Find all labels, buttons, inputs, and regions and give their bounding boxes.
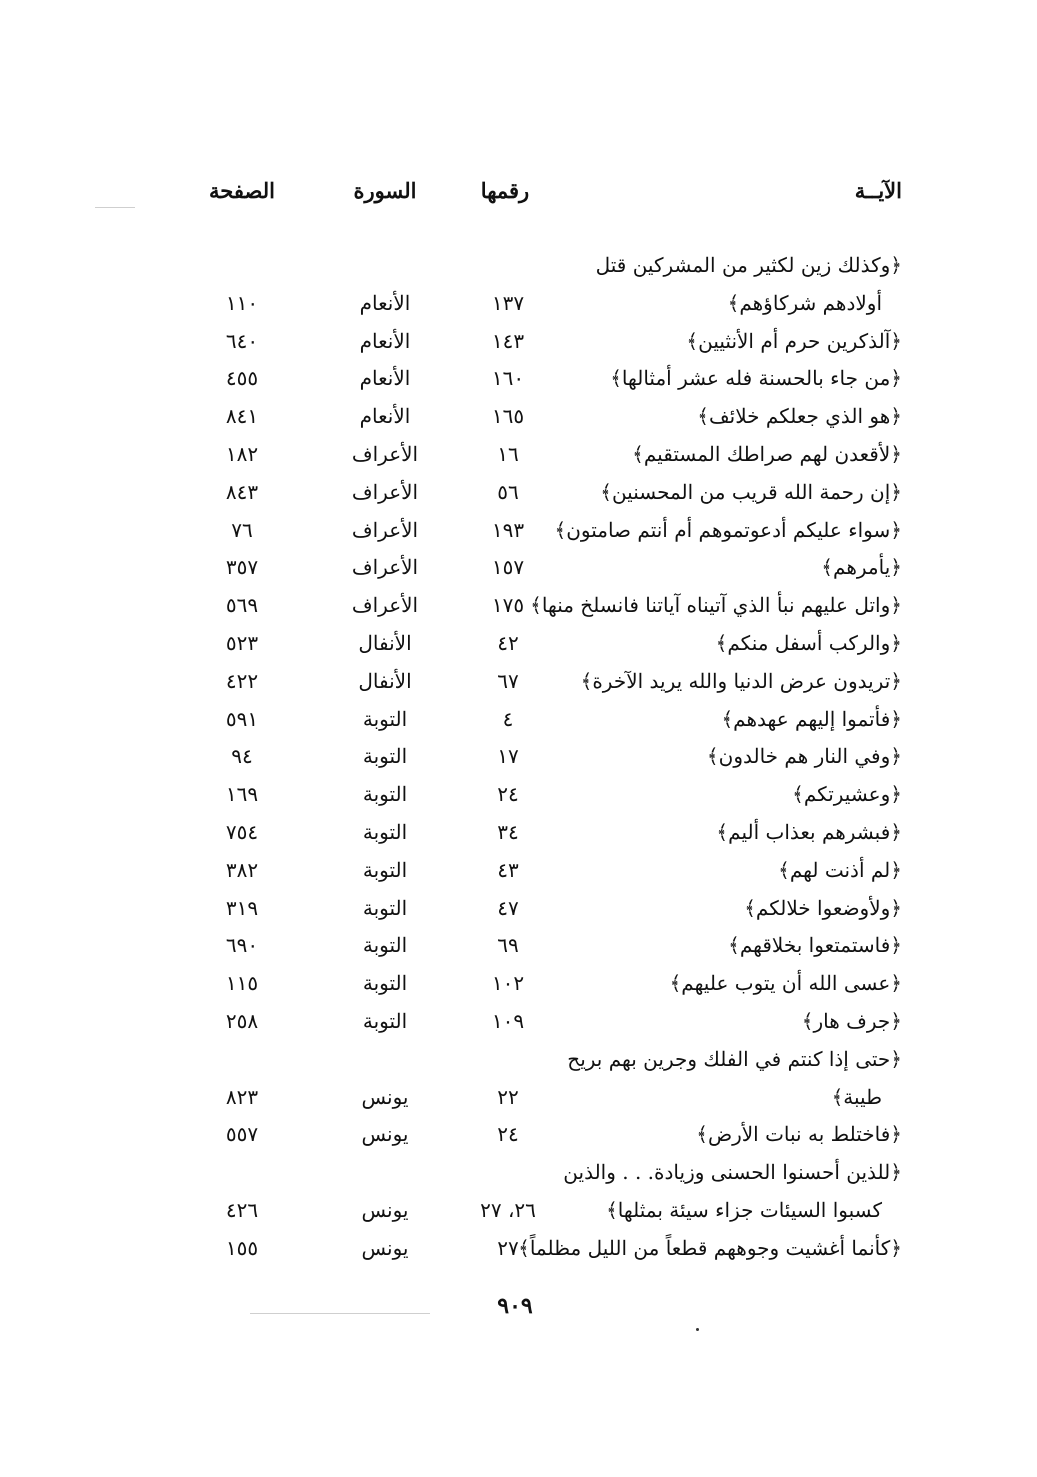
page-ref: ١٥٥ bbox=[225, 1236, 259, 1260]
ayah-text: ﴿تريدون عرض الدنيا والله يريد الآخرة﴾ bbox=[580, 669, 902, 693]
surah-name: التوبة bbox=[362, 971, 408, 995]
ayah-number bbox=[468, 1044, 548, 1074]
page-ref: ٨٤٣ bbox=[225, 480, 259, 504]
ayah-text: ﴿واتل عليهم نبأ الذي آتيناه آياتنا فانسلخ منها﴾ bbox=[530, 593, 902, 617]
page-ref: ٣١٩ bbox=[225, 896, 259, 920]
ayah-text: ﴿من جاء بالحسنة فله عشر أمثالها﴾ bbox=[610, 366, 902, 390]
surah-name: التوبة bbox=[362, 896, 408, 920]
ayah-text: ﴿حتى إذا كنتم في الفلك وجرين بهم بريح bbox=[567, 1047, 902, 1071]
page-ref: ٧٦ bbox=[231, 518, 253, 542]
ayah-number: ١٠٢ bbox=[491, 971, 525, 995]
surah-name: الأعراف bbox=[351, 555, 419, 579]
header-ayah: الآيــة bbox=[854, 178, 902, 203]
ayah-number: ٤٧ bbox=[497, 896, 519, 920]
ayah-text: ﴿عسى الله أن يتوب عليهم﴾ bbox=[669, 971, 902, 995]
page-ref bbox=[202, 1044, 282, 1074]
page-ref: ٤٢٦ bbox=[225, 1198, 259, 1222]
ayah-text: كسبوا السيئات جزاء سيئة بمثلها﴾ bbox=[606, 1198, 882, 1222]
surah-name bbox=[330, 250, 440, 280]
page-ref: ٢٥٨ bbox=[225, 1009, 259, 1033]
surah-name: الأنعام bbox=[359, 291, 411, 315]
page-ref: ١١٥ bbox=[225, 971, 259, 995]
surah-name: الأنعام bbox=[359, 366, 411, 390]
ayah-number: ١٦٥ bbox=[491, 404, 525, 428]
surah-name: التوبة bbox=[362, 707, 408, 731]
ayah-text: ﴿لم أذنت لهم﴾ bbox=[778, 858, 902, 882]
scan-mark-left bbox=[95, 207, 135, 208]
ayah-text: ﴿للذين أحسنوا الحسنى وزيادة. . . والذين bbox=[563, 1160, 902, 1184]
ayah-number: ٢٤ bbox=[497, 1122, 519, 1146]
ayah-number: ١٧٥ bbox=[491, 593, 525, 617]
ayah-number: ١٣٧ bbox=[491, 291, 525, 315]
page-ref: ١٦٩ bbox=[225, 782, 259, 806]
ayah-number: ٢٧ bbox=[497, 1236, 519, 1260]
ayah-number: ١٦٠ bbox=[491, 366, 525, 390]
surah-name: التوبة bbox=[362, 820, 408, 844]
page-ref: ٤٥٥ bbox=[225, 366, 259, 390]
ayah-text: ﴿فأتموا إليهم عهدهم﴾ bbox=[721, 707, 902, 731]
surah-name bbox=[330, 1044, 440, 1074]
page-ref: ٥٢٣ bbox=[225, 631, 259, 655]
ayah-text: طيبة﴾ bbox=[831, 1085, 882, 1109]
page-ref: ٣٨٢ bbox=[225, 858, 259, 882]
surah-name: يونس bbox=[361, 1236, 409, 1260]
ayah-text: ﴿لأقعدن لهم صراطك المستقيم﴾ bbox=[632, 442, 902, 466]
page-ref: ٨٤١ bbox=[225, 404, 259, 428]
surah-name: الأعراف bbox=[351, 480, 419, 504]
surah-name: يونس bbox=[361, 1198, 409, 1222]
surah-name: الأنعام bbox=[359, 329, 411, 353]
page-ref: ٧٥٤ bbox=[225, 820, 259, 844]
ayah-number: ٢٢ bbox=[497, 1085, 519, 1109]
ayah-number: ٤٢ bbox=[497, 631, 519, 655]
page-ref bbox=[202, 1157, 282, 1187]
surah-name: الأنعام bbox=[359, 404, 411, 428]
ayah-text: ﴿فاختلط به نبات الأرض﴾ bbox=[696, 1122, 902, 1146]
surah-name: الأنفال bbox=[358, 631, 412, 655]
page-ref: ٥٩١ bbox=[225, 707, 259, 731]
surah-name: الأعراف bbox=[351, 518, 419, 542]
page-number: ٩٠٩ bbox=[497, 1293, 533, 1319]
ayah-text: ﴿آلذكرين حرم أم الأنثيين﴾ bbox=[686, 329, 902, 353]
header-page: الصفحة bbox=[209, 178, 275, 203]
ayah-text: ﴿يأمرهم﴾ bbox=[821, 555, 902, 579]
ayah-number: ٤ bbox=[502, 707, 514, 731]
scan-speck bbox=[696, 1328, 699, 1331]
surah-name: التوبة bbox=[362, 744, 408, 768]
ayah-number: ٢٦، ٢٧ bbox=[480, 1198, 536, 1222]
scan-mark-bottom bbox=[250, 1313, 430, 1314]
ayah-number: ٢٤ bbox=[497, 782, 519, 806]
page-ref: ٨٢٣ bbox=[225, 1085, 259, 1109]
page-ref bbox=[202, 250, 282, 280]
ayah-number: ٤٣ bbox=[497, 858, 519, 882]
ayah-text: ﴿وعشيرتكم﴾ bbox=[792, 782, 902, 806]
ayah-text: ﴿هو الذي جعلكم خلائف﴾ bbox=[697, 404, 902, 428]
ayah-text: ﴿والركب أسفل منكم﴾ bbox=[715, 631, 902, 655]
page-ref: ١١٠ bbox=[225, 291, 259, 315]
ayah-number: ١٦ bbox=[497, 442, 519, 466]
page-ref: ٦٤٠ bbox=[225, 329, 259, 353]
surah-name: التوبة bbox=[362, 858, 408, 882]
page-ref: ٦٩٠ bbox=[225, 933, 259, 957]
header-surah: السورة bbox=[353, 178, 417, 203]
ayah-text: ﴿إن رحمة الله قريب من المحسنين﴾ bbox=[600, 480, 902, 504]
ayah-number bbox=[468, 1157, 548, 1187]
page-ref: ٩٤ bbox=[231, 744, 253, 768]
surah-name: الأعراف bbox=[351, 442, 419, 466]
surah-name: التوبة bbox=[362, 933, 408, 957]
ayah-number: ١٠٩ bbox=[491, 1009, 525, 1033]
ayah-text: ﴿ولأوضعوا خلالكم﴾ bbox=[744, 896, 902, 920]
ayah-text: ﴿فبشرهم بعذاب أليم﴾ bbox=[716, 820, 902, 844]
surah-name: التوبة bbox=[362, 782, 408, 806]
ayah-number: ١٩٣ bbox=[491, 518, 525, 542]
page-ref: ٥٦٩ bbox=[225, 593, 259, 617]
ayah-number: ١٧ bbox=[497, 744, 519, 768]
ayah-text: ﴿فاستمتعوا بخلاقهم﴾ bbox=[728, 933, 902, 957]
surah-name: الأعراف bbox=[351, 593, 419, 617]
surah-name: يونس bbox=[361, 1085, 409, 1109]
surah-name: التوبة bbox=[362, 1009, 408, 1033]
ayah-text: ﴿وكذلك زين لكثير من المشركين قتل bbox=[595, 253, 902, 277]
ayah-text: ﴿جرف هار﴾ bbox=[801, 1009, 902, 1033]
ayah-number: ١٤٣ bbox=[491, 329, 525, 353]
page-ref: ١٨٢ bbox=[225, 442, 259, 466]
page-ref: ٥٥٧ bbox=[225, 1122, 259, 1146]
surah-name: الأنفال bbox=[358, 669, 412, 693]
ayah-number: ٥٦ bbox=[497, 480, 519, 504]
ayah-number: ١٥٧ bbox=[491, 555, 525, 579]
ayah-text: أولادهم شركاؤهم﴾ bbox=[727, 291, 882, 315]
surah-name bbox=[330, 1157, 440, 1187]
header-number: رقمها bbox=[480, 178, 530, 203]
ayah-number: ٣٤ bbox=[497, 820, 519, 844]
ayah-number bbox=[468, 250, 548, 280]
surah-name: يونس bbox=[361, 1122, 409, 1146]
ayah-text: ﴿كأنما أغشيت وجوههم قطعاً من الليل مظلماً﴾ bbox=[518, 1236, 902, 1260]
page-ref: ٤٢٢ bbox=[225, 669, 259, 693]
ayah-number: ٦٩ bbox=[497, 933, 519, 957]
ayah-text: ﴿سواء عليكم أدعوتموهم أم أنتم صامتون﴾ bbox=[554, 518, 902, 542]
ayah-text: ﴿وفي النار هم خالدون﴾ bbox=[706, 744, 902, 768]
page-ref: ٣٥٧ bbox=[225, 555, 259, 579]
ayah-number: ٦٧ bbox=[497, 669, 519, 693]
